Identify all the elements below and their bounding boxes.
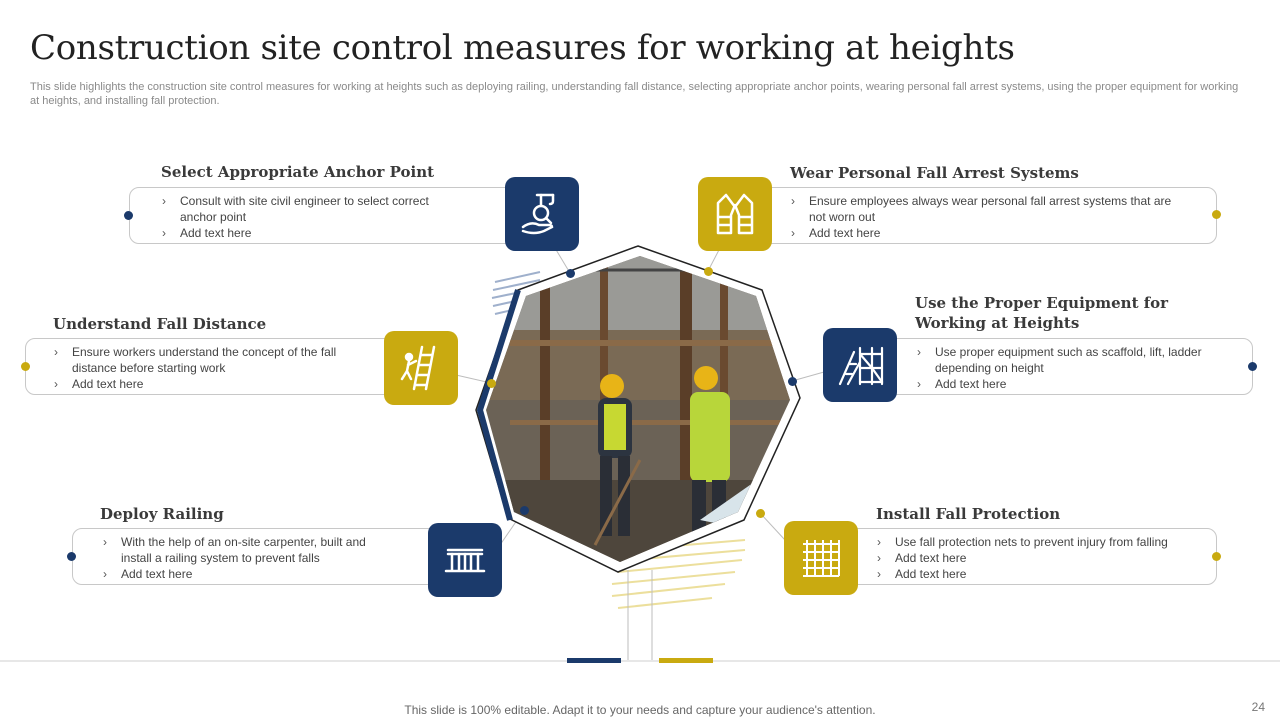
arrest-heading: Wear Personal Fall Arrest Systems bbox=[790, 164, 1079, 182]
arrest-bullet: › Ensure employees always wear personal fall arrest systems that are not worn out bbox=[789, 193, 1188, 225]
slide-subtitle: This slide highlights the construction site control measures for working at heights such as deploying railing, understanding fall distance, selecting appropriate anchor points, wearing personal fall arrest systems, using the proper equipment for working at heights, and installing fall protection. bbox=[30, 81, 1239, 107]
protection-bullet: › Add text here bbox=[875, 550, 1196, 566]
railing-card-dot bbox=[67, 552, 76, 561]
railing-card bbox=[72, 528, 457, 585]
anchor-bullet: › Consult with site civil engineer to select correct anchor point bbox=[160, 193, 458, 225]
footer-navy-accent bbox=[567, 658, 621, 663]
connector-dot bbox=[788, 377, 797, 386]
equipment-bullet: › Add text here bbox=[915, 376, 1228, 392]
equipment-heading: Use the Proper Equipment for Working at Heights bbox=[915, 294, 1169, 332]
connector-dot bbox=[520, 506, 529, 515]
arrest-card-dot bbox=[1212, 210, 1221, 219]
footer-text: This slide is 100% editable. Adapt it to your needs and capture your audience's attention. bbox=[404, 703, 876, 717]
fall-distance-card bbox=[25, 338, 415, 395]
connector-dot bbox=[704, 267, 713, 276]
railing-bullet: › With the help of an on-site carpenter, built and install a railing system to prevent falls bbox=[101, 534, 396, 566]
page-number: 24 bbox=[1251, 700, 1265, 714]
anchor-bullet: › Add text here bbox=[160, 225, 458, 241]
railing-bullet: › Add text here bbox=[101, 566, 396, 582]
arrest-card bbox=[760, 187, 1217, 244]
fall-distance-heading: Understand Fall Distance bbox=[53, 315, 267, 333]
connector-dot bbox=[756, 509, 765, 518]
anchor-card-dot bbox=[124, 211, 133, 220]
footer-gold-accent bbox=[659, 658, 713, 663]
crane-hook-icon bbox=[505, 177, 579, 251]
anchor-heading: Select Appropriate Anchor Point bbox=[161, 163, 435, 181]
safety-vest-icon bbox=[698, 177, 772, 251]
protection-heading: Install Fall Protection bbox=[876, 505, 1061, 523]
arrest-bullet: › Add text here bbox=[789, 225, 1188, 241]
equipment-bullet: › Use proper equipment such as scaffold, lift, ladder depending on height bbox=[915, 344, 1228, 376]
railing-icon bbox=[428, 523, 502, 597]
protection-card-dot bbox=[1212, 552, 1221, 561]
fall-distance-bullet: › Ensure workers understand the concept of the fall distance before starting work bbox=[52, 344, 364, 376]
protection-bullet: › Use fall protection nets to prevent injury from falling bbox=[875, 534, 1196, 550]
slide-title: Construction site control measures for working at heights bbox=[30, 28, 1015, 68]
fall-distance-card-dot bbox=[21, 362, 30, 371]
connector-dot bbox=[487, 379, 496, 388]
equipment-card-dot bbox=[1248, 362, 1257, 371]
connector-dot bbox=[566, 269, 575, 278]
safety-net-icon bbox=[784, 521, 858, 595]
anchor-card bbox=[129, 187, 519, 244]
fall-distance-bullet: › Add text here bbox=[52, 376, 364, 392]
ladder-worker-icon bbox=[384, 331, 458, 405]
scaffold-icon bbox=[823, 328, 897, 402]
protection-card bbox=[848, 528, 1217, 585]
railing-heading: Deploy Railing bbox=[100, 505, 224, 523]
equipment-card bbox=[880, 338, 1253, 395]
protection-bullet: › Add text here bbox=[875, 566, 1196, 582]
